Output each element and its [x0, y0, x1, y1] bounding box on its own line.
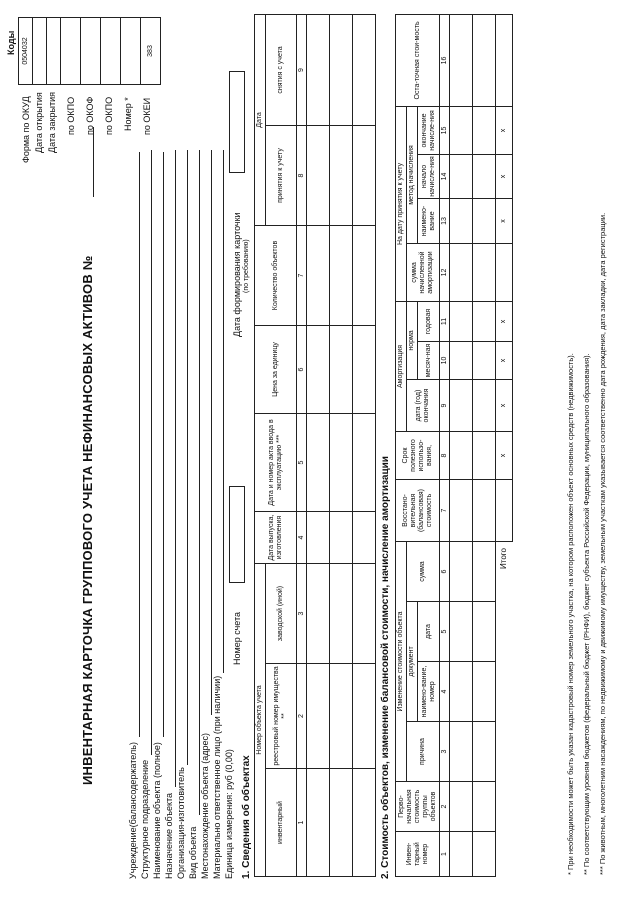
okof-code[interactable] [81, 18, 101, 85]
x-mark: x [496, 342, 513, 380]
okpo1-code[interactable] [61, 18, 81, 85]
table-cell[interactable] [496, 14, 513, 106]
table-cell[interactable] [450, 154, 473, 198]
c2-doc-name: наимено-вание, номер [418, 662, 440, 722]
table-cell[interactable] [473, 432, 496, 480]
table-cell[interactable] [473, 542, 496, 602]
c2-initial: Перво-начальная стоимость группы объектов [396, 782, 440, 832]
table-cell[interactable] [307, 414, 330, 512]
c2-inv: Инвен-тарный номер [396, 832, 440, 877]
s2-num: 4 [440, 662, 450, 722]
okud-code: 0504032 [19, 18, 33, 85]
field-responsible: Материально ответственное лицо (при наличии) [212, 675, 222, 879]
s1-num-3: 3 [297, 564, 307, 664]
table-cell[interactable] [496, 243, 513, 301]
x-mark: x [496, 198, 513, 243]
s2-num: 16 [440, 14, 450, 106]
c2-document: документ [407, 602, 418, 722]
col-group-number: Номер объекта учета [255, 564, 266, 877]
table-cell[interactable] [353, 226, 376, 326]
s2-num: 10 [440, 342, 450, 380]
table-cell[interactable] [307, 769, 330, 877]
field-institution-line[interactable] [139, 152, 140, 737]
s1-num-4: 4 [297, 512, 307, 564]
c2-change: Изменение стоимости объекта [396, 542, 407, 782]
section2-num-row [440, 14, 450, 876]
okei-label: по ОКЕИ [142, 97, 152, 135]
table-cell[interactable] [330, 769, 353, 877]
field-unit: Единица измерения: руб (0,00) [224, 749, 234, 879]
c2-on-date: На дату принятия к учету [396, 106, 407, 301]
field-object-type: Вид объекта [188, 826, 198, 879]
table-cell[interactable] [473, 480, 496, 542]
formation-date-label: Дата формирования карточки [232, 212, 242, 337]
number-label: Номер * [123, 97, 133, 131]
table-cell[interactable] [450, 106, 473, 154]
field-object-type-line[interactable] [199, 150, 200, 815]
field-manufacturer-line[interactable] [187, 150, 188, 765]
s2-num: 3 [440, 722, 450, 782]
table-cell[interactable] [496, 480, 513, 542]
objects-table [254, 14, 376, 877]
table-cell[interactable] [450, 301, 473, 341]
table-cell[interactable] [473, 301, 496, 341]
table-cell[interactable] [353, 769, 376, 877]
table-cell[interactable] [330, 326, 353, 414]
okpo2-label: по ОКПО [104, 96, 114, 135]
table-cell[interactable] [473, 722, 496, 782]
col-accept: принятия к учету [266, 126, 297, 226]
s2-num: 6 [440, 542, 450, 602]
codes-label: Коды [6, 30, 16, 55]
table-cell[interactable] [307, 326, 330, 414]
c2-doc-date: дата [418, 602, 440, 662]
table-cell[interactable] [353, 664, 376, 769]
s1-num-5: 5 [297, 414, 307, 512]
codes-table [18, 17, 161, 85]
table-cell[interactable] [307, 664, 330, 769]
s1-num-2: 2 [297, 664, 307, 769]
c2-term: Срок полезного использо-вания, [396, 432, 440, 480]
table-cell[interactable] [473, 14, 496, 106]
table-cell[interactable] [330, 126, 353, 226]
x-mark: x [496, 106, 513, 154]
table-cell[interactable] [330, 512, 353, 564]
number-code[interactable] [121, 18, 141, 85]
cost-table [395, 14, 513, 877]
s2-num: 5 [440, 602, 450, 662]
c2-finish: окончание начисле-ния [418, 106, 440, 154]
field-location-line[interactable] [211, 150, 212, 715]
c2-method: метод начисления [407, 106, 418, 243]
account-number-box[interactable] [229, 486, 245, 583]
table-cell[interactable] [450, 602, 473, 662]
table-cell[interactable] [450, 342, 473, 380]
col-date: Дата [255, 14, 266, 225]
table-cell[interactable] [353, 512, 376, 564]
section2-title: 2. Стоимость объектов, изменение балансовой стоимости, начисление амортизации [380, 456, 391, 879]
open-date-code[interactable] [33, 18, 47, 85]
table-cell[interactable] [330, 664, 353, 769]
table-cell[interactable] [330, 226, 353, 326]
s2-num: 14 [440, 154, 450, 198]
okud-label: Форма по ОКУД [21, 96, 31, 163]
form-title: ИНВЕНТАРНАЯ КАРТОЧКА ГРУППОВОГО УЧЕТА НЕФИНАНСОВЫХ АКТИВОВ № [80, 255, 95, 785]
formation-date-sub: (по требованию) [243, 239, 250, 293]
table-cell[interactable] [450, 832, 473, 877]
s1-num-7: 7 [297, 226, 307, 326]
table-cell[interactable] [330, 564, 353, 664]
s1-num-6: 6 [297, 326, 307, 414]
table-cell[interactable] [473, 342, 496, 380]
field-location: Местонахождение объекта (адрес) [200, 732, 210, 879]
table-cell[interactable] [473, 106, 496, 154]
c2-method-name: наимено-вание [418, 198, 440, 243]
x-mark: x [496, 301, 513, 341]
table-cell[interactable] [307, 126, 330, 226]
field-department: Структурное подразделение [140, 759, 150, 879]
section1-num-row [297, 14, 307, 876]
close-date-code[interactable] [47, 18, 61, 85]
okof-label: по ОКОФ [85, 96, 95, 135]
total-label: Итого [499, 548, 508, 569]
field-object-name-line[interactable] [163, 152, 164, 737]
c2-month: месяч-ная [418, 342, 440, 380]
s2-num: 12 [440, 243, 450, 301]
section1-title: 1. Сведения об объектах [241, 755, 252, 879]
table-row [330, 14, 353, 876]
c2-end-date: дата (год) окончания [407, 380, 440, 432]
col-register: реестровый номер имущества ** [266, 664, 297, 769]
table-cell[interactable] [307, 564, 330, 664]
table-row [473, 14, 496, 876]
c2-year: годовая [418, 301, 440, 341]
field-purpose-line[interactable] [175, 150, 176, 787]
s2-num: 11 [440, 301, 450, 341]
table-cell[interactable] [473, 602, 496, 662]
s2-num: 1 [440, 832, 450, 877]
table-cell[interactable] [353, 14, 376, 125]
c2-reason: причина [407, 722, 440, 782]
x-mark: x [496, 432, 513, 480]
field-object-name: Наименование объекта (полное) [152, 742, 162, 879]
col-qty: Количество объектов [255, 226, 297, 326]
card-number-line [93, 127, 94, 197]
table-cell[interactable] [450, 480, 473, 542]
table-cell[interactable] [307, 512, 330, 564]
s1-num-8: 8 [297, 126, 307, 226]
field-responsible-line[interactable] [223, 150, 224, 673]
c2-sum-accr: сумма начисленной амортизации [407, 243, 440, 301]
table-row [353, 14, 376, 876]
x-mark: x [496, 154, 513, 198]
table-cell[interactable] [330, 14, 353, 125]
table-cell[interactable] [450, 782, 473, 832]
table-cell[interactable] [307, 14, 330, 125]
table-row [450, 14, 473, 876]
col-serial: заводской (иной) [266, 564, 297, 664]
s2-num: 7 [440, 480, 450, 542]
table-cell[interactable] [450, 432, 473, 480]
col-act: Дата и номер акта ввода в эксплуатацию *** [255, 414, 297, 512]
table-row [307, 14, 330, 876]
col-price: Цена за единицу [255, 326, 297, 414]
c2-sum: сумма [407, 542, 440, 602]
col-remove: снятия с учета [266, 14, 297, 125]
table-cell[interactable] [450, 722, 473, 782]
field-manufacturer: Организация-изготовитель [176, 767, 186, 879]
okpo2-code[interactable] [101, 18, 121, 85]
okpo1-label: по ОКПО [66, 96, 76, 135]
table-cell[interactable] [450, 542, 473, 602]
s1-num-1: 1 [297, 769, 307, 877]
formation-date-box[interactable] [229, 71, 245, 173]
table-cell[interactable] [353, 564, 376, 664]
table-cell[interactable] [450, 198, 473, 243]
table-cell[interactable] [450, 243, 473, 301]
table-cell[interactable] [330, 414, 353, 512]
field-department-line[interactable] [151, 150, 152, 755]
s2-num: 9 [440, 380, 450, 432]
table-cell[interactable] [353, 326, 376, 414]
footnote-3: *** По животным, многолетним насаждениям, по недвижимому и движимому имуществу, земельным участкам указывается соответственно дата рождения, дата закладки, дата регистрации. [598, 212, 607, 875]
s1-num-9: 9 [297, 14, 307, 125]
total-row [496, 14, 513, 876]
x-mark: x [496, 380, 513, 432]
s2-num: 2 [440, 782, 450, 832]
field-institution: Учреждение(балансодержатель) [128, 742, 138, 879]
c2-amort: Амортизация [396, 301, 407, 431]
table-cell[interactable] [473, 154, 496, 198]
table-cell[interactable] [473, 662, 496, 722]
table-cell[interactable] [353, 414, 376, 512]
table-cell[interactable] [473, 782, 496, 832]
col-release: Дата выпуска, изготовления [255, 512, 297, 564]
table-cell[interactable] [473, 243, 496, 301]
table-cell[interactable] [353, 126, 376, 226]
c2-residual: Оста-точная стои-мость [396, 14, 440, 106]
table-cell[interactable] [450, 14, 473, 106]
col-inventory: инвентарный [266, 769, 297, 877]
table-cell[interactable] [307, 226, 330, 326]
table-cell[interactable] [450, 380, 473, 432]
c2-norm: норма [407, 301, 418, 379]
open-date-label: Дата открытия [34, 92, 44, 153]
table-cell[interactable] [473, 832, 496, 877]
c2-restored: Восстано-вительная (балансовая) стоимость [396, 480, 440, 542]
table-cell[interactable] [473, 380, 496, 432]
close-date-label: Дата закрытия [47, 92, 57, 153]
account-number-label: Номер счета [232, 611, 242, 665]
s2-num: 8 [440, 432, 450, 480]
okei-code: 383 [141, 18, 161, 85]
table-cell[interactable] [473, 198, 496, 243]
footnote-2: ** По соответствующим уровням бюджетов (федеральный бюджет (РНФИ), бюджет субъекта Российской Федерации, муниципального образования). [582, 353, 591, 875]
s2-num: 13 [440, 198, 450, 243]
field-purpose: Назначение объекта [164, 792, 174, 879]
s2-num: 15 [440, 106, 450, 154]
footnote-1: * При необходимости может быть указан кадастровый номер земельного участка, на котором расположен объект основных средств (недвижимость). [566, 353, 575, 875]
table-cell[interactable] [450, 662, 473, 722]
c2-start: начало начисле-ния [418, 154, 440, 198]
